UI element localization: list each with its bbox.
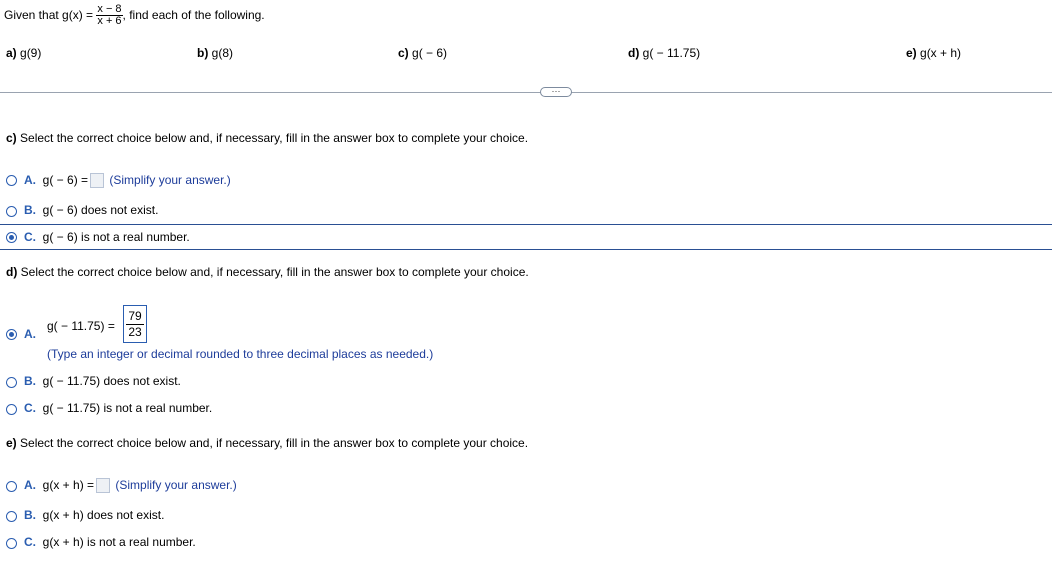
answer-box-e[interactable]	[96, 478, 110, 493]
question-text	[4, 3, 265, 27]
part-a: a) g(9)	[6, 46, 42, 60]
answer-numerator: 79	[128, 308, 142, 323]
section-divider	[0, 92, 1052, 93]
section-e-instruction: e) Select the correct choice below and, if necessary, fill in the answer box to complete your choice.	[6, 436, 529, 450]
option-c-c[interactable]: C. g( − 6) is not a real number.	[24, 230, 190, 244]
radio-c-b[interactable]	[6, 206, 17, 217]
option-d-a-letter[interactable]: A.	[24, 327, 36, 341]
part-d: d) g( − 11.75)	[628, 46, 701, 60]
radio-c-c[interactable]	[6, 232, 17, 243]
more-options-button[interactable]: ···	[540, 87, 572, 97]
option-e-a[interactable]: A. g(x + h) = (Simplify your answer.)	[24, 478, 237, 492]
option-d-a-expr: g( − 11.75) =	[47, 319, 115, 333]
radio-d-a[interactable]	[6, 329, 17, 340]
answer-box-c[interactable]	[90, 173, 104, 188]
radio-e-b[interactable]	[6, 511, 17, 522]
option-d-b[interactable]: B. g( − 11.75) does not exist.	[24, 374, 181, 388]
part-e: e) g(x + h)	[906, 46, 962, 60]
function-fraction	[96, 4, 122, 27]
radio-d-c[interactable]	[6, 404, 17, 415]
option-e-b[interactable]: B. g(x + h) does not exist.	[24, 508, 165, 522]
part-c: c) g( − 6)	[398, 46, 448, 60]
option-c-a[interactable]: A. g( − 6) = (Simplify your answer.)	[24, 173, 231, 187]
option-d-a-hint: (Type an integer or decimal rounded to three decimal places as needed.)	[47, 347, 434, 361]
option-e-c[interactable]: C. g(x + h) is not a real number.	[24, 535, 196, 549]
fraction-denominator: x + 6	[97, 15, 122, 28]
section-d-instruction: d) Select the correct choice below and, if necessary, fill in the answer box to complete your choice.	[6, 265, 529, 279]
part-b: b) g(8)	[197, 46, 234, 60]
answer-denominator: 23	[128, 324, 142, 339]
option-c-b[interactable]: B. g( − 6) does not exist.	[24, 203, 159, 217]
section-c-instruction: c) Select the correct choice below and, if necessary, fill in the answer box to complete your choice.	[6, 131, 529, 145]
radio-e-c[interactable]	[6, 538, 17, 549]
fraction-numerator: x − 8	[97, 3, 122, 16]
answer-box-d[interactable]	[123, 305, 147, 343]
option-d-c[interactable]: C. g( − 11.75) is not a real number.	[24, 401, 213, 415]
radio-d-b[interactable]	[6, 377, 17, 388]
radio-e-a[interactable]	[6, 481, 17, 492]
radio-c-a[interactable]	[6, 175, 17, 186]
question-suffix: , find each of the following.	[122, 8, 265, 22]
question-prefix: Given that g(x) =	[4, 8, 94, 22]
